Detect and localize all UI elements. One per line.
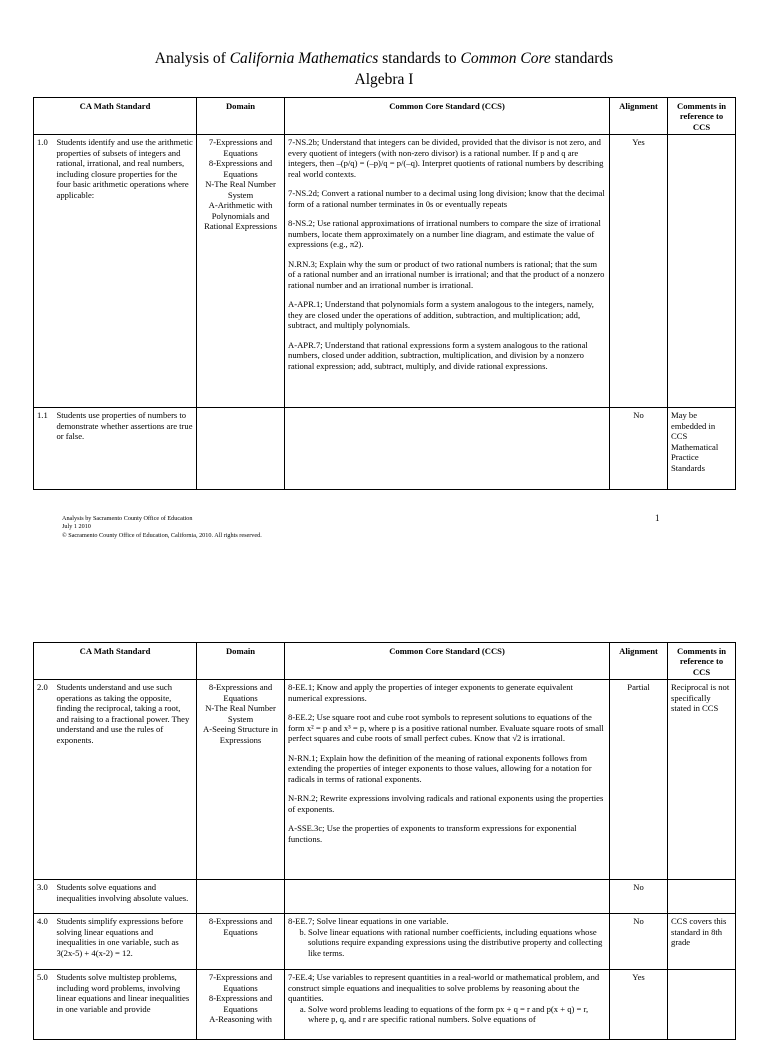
standard-text: Students simplify expressions before solving linear equations and inequalities in one variable, such as 3(2x-5) + 4(x-2) = 12. [54,914,197,970]
table-row [34,914,736,970]
domain-cell [197,880,285,914]
ccs-paragraph: N-RN.2; Rewrite expressions involving radicals and rational exponents using the properties of exponents. [288,793,604,814]
footer-date: July 1 2010 [62,523,91,531]
table-row [34,135,736,408]
standard-number: 2.0 [34,680,54,880]
ccs-paragraph: 8-EE.2; Use square root and cube root symbols to represent solutions to equations of the form x² = p and x³ = p, where p is a positive rational number. Evaluate square roots of small perfect squares and cube roots of small perfect cubes. Know that √2 is irrational. [288,712,604,744]
page-number: 1 [655,513,660,523]
domain-cell: 8-Expressions and Equations [197,914,285,970]
ccs-paragraph: 7-NS.2b; Understand that integers can be divided, provided that the divisor is not zero, and every quotient of integers (with non-zero divisor) is a rational number. If p and q are integers, then –(p/q) = (–p)/q = p/(–q). Interpret quotients of rational numbers by describing real world contexts. [288,137,604,179]
comments-cell: May be embedded in CCS Mathematical Practice Standards [668,408,736,490]
ccs-paragraph: 8-NS.2; Use rational approximations of irrational numbers to compare the size of irrational numbers, locate them approximately on a number line diagram, and estimate the value of expressions (e.g., π2). [288,218,601,250]
table-row [34,970,736,1040]
standard-number: 5.0 [34,970,54,1040]
comments-cell [668,135,736,408]
ccs-sublist [288,927,606,958]
ccs-cell [285,135,610,408]
ccs-sublist [288,1004,606,1025]
standard-text: Students solve equations and inequalities involving absolute values. [54,880,197,914]
ccs-subitem: b. Solve linear equations with rational number coefficients, including equations whose solutions require expanding expressions using the distributive property and collecting like terms. [308,927,606,958]
header-ccs: Common Core Standard (CCS) [285,643,610,680]
ccs-cell [285,880,610,914]
comments-cell [668,880,736,914]
standard-text: Students understand and use such operations as taking the opposite, finding the reciprocal, taking a root, and raising to a fractional power. They understand and use the rules of exponents. [54,680,197,880]
ccs-paragraph: 7-NS.2d; Convert a rational number to a decimal using long division; know that the decimal form of a rational number terminates in 0s or eventually repeats [288,188,605,209]
header-comments: Comments in reference to CCS [668,643,736,680]
comments-cell: CCS covers this standard in 8th grade [668,914,736,970]
domain-cell: 7-Expressions and Equations 8-Expressions and Equations N-The Real Number System A-Arithmetic with Polynomials and Rational Expressions [197,135,285,408]
comments-cell: Reciprocal is not specifically stated in CCS [668,680,736,880]
header-alignment: Alignment [610,98,668,135]
alignment-cell: Yes [610,135,668,408]
alignment-cell: No [610,914,668,970]
ccs-paragraph: A-SSE.3c; Use the properties of exponents to transform expressions for exponential functions. [288,823,577,844]
domain-cell: 7-Expressions and Equations 8-Expressions and Equations A-Reasoning with [197,970,285,1040]
comments-cell [668,970,736,1040]
header-domain: Domain [197,98,285,135]
ccs-paragraph: N.RN.3; Explain why the sum or product of two rational numbers is rational; that the sum of a rational number and an irrational number is irrational; and that the product of a nonzero rational number and an irrational number is irrational. [288,258,605,290]
standard-number: 1.1 [34,408,54,490]
header-ca-math-standard: CA Math Standard [34,643,197,680]
alignment-cell: Partial [610,680,668,880]
table-row [34,880,736,914]
alignment-cell: No [610,880,668,914]
alignment-cell: No [610,408,668,490]
header-comments: Comments in reference to CCS [668,98,736,135]
document-page-2 [0,630,768,1024]
domain-cell [197,408,285,490]
ccs-subitem: a. Solve word problems leading to equations of the form px + q = r and p(x + q) = r, where p, q, and r are specific rational numbers. Solve equations of [308,1004,606,1025]
footer-copyright: © Sacramento County Office of Education, California, 2010. All rights reserved. [62,531,262,539]
ccs-paragraph: 8-EE.1; Know and apply the properties of integer exponents to generate equivalent numerical expressions. [288,682,573,703]
table-header-row [34,643,736,680]
footer-analysis-credit: Analysis by Sacramento County Office of Education [62,515,193,522]
domain-cell: 8-Expressions and Equations N-The Real Number System A-Seeing Structure in Expressions [197,680,285,880]
ccs-paragraph: 7-EE.4; Use variables to represent quantities in a real-world or mathematical problem, and construct simple equations and inequalities to solve problems by reasoning about the quantities. [288,972,600,1004]
document-subtitle: Algebra I [354,71,414,88]
standard-text: Students use properties of numbers to demonstrate whether assertions are true or false. [54,408,197,490]
ccs-cell [285,970,610,1040]
standards-table-page-1 [33,97,736,490]
table-header-row [34,98,736,135]
standard-number: 3.0 [34,880,54,914]
standard-text: Students identify and use the arithmetic properties of subsets of integers and rational, irrational, and real numbers, including closure properties for the four basic arithmetic operations where applicable: [54,135,197,408]
ccs-paragraph: A-APR.1; Understand that polynomials form a system analogous to the integers, namely, they are closed under the operations of addition, subtraction, and multiplication; add, subtract, and multiply polynomials. [288,299,594,331]
ccs-paragraph: A-APR.7; Understand that rational expressions form a system analogous to the rational numbers, closed under addition, subtraction, multiplication, and division by a nonzero rational expression; add, subtract, multiply, and divide rational expressions. [288,339,588,371]
ccs-cell [285,680,610,880]
ccs-paragraph: 8-EE.7; Solve linear equations in one variable. [288,916,449,927]
standard-number: 1.0 [34,135,54,408]
header-domain: Domain [197,643,285,680]
header-ccs: Common Core Standard (CCS) [285,98,610,135]
standard-number: 4.0 [34,914,54,970]
standards-table-page-2 [33,642,736,1040]
standard-text: Students solve multistep problems, including word problems, involving linear equations and linear inequalities in one variable and provide [54,970,197,1040]
ccs-paragraph: N-RN.1; Explain how the definition of the meaning of rational exponents follows from extending the properties of integer exponents to those values, allowing for a notation for radicals in terms of rational exponents. [288,752,592,784]
ccs-cell [285,914,610,970]
alignment-cell: Yes [610,970,668,1040]
table-row [34,680,736,880]
table-row [34,408,736,490]
page-gap [0,600,768,630]
header-alignment: Alignment [610,643,668,680]
ccs-cell [285,408,610,490]
header-ca-math-standard: CA Math Standard [34,98,197,135]
page-footer [62,515,262,540]
document-title: Analysis of California Mathematics standards to Common Core standards [154,50,614,67]
